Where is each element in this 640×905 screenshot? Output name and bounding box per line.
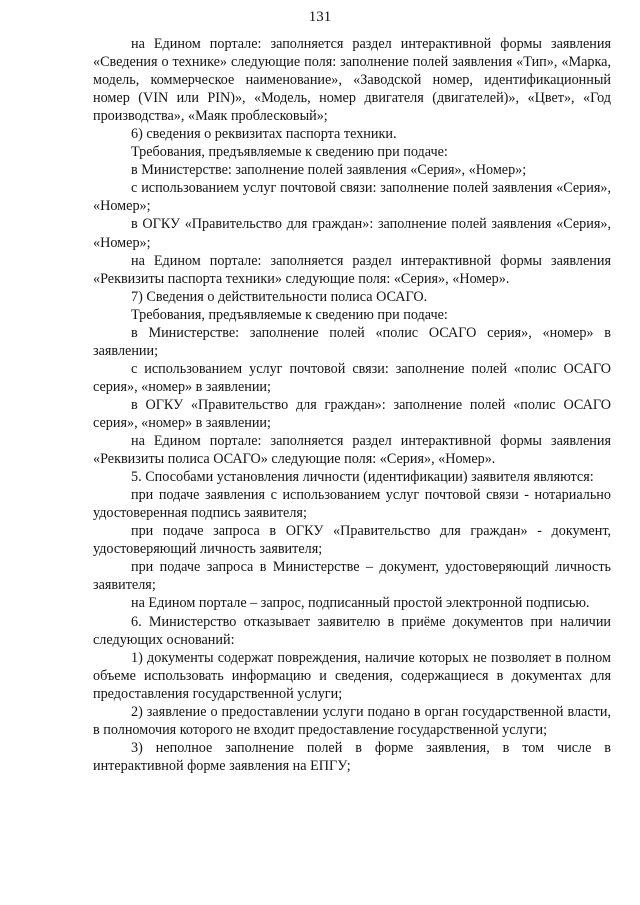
paragraph: 1) документы содержат повреждения, наличие которых не позволяет в полном объеме использовать информацию и сведения, содержащиеся в документах для предоставления государственной услуги; bbox=[93, 649, 611, 702]
paragraph: 3) неполное заполнение полей в форме заявления, в том числе в интерактивной форме заявления на ЕПГУ; bbox=[93, 739, 611, 774]
paragraph: на Едином портале: заполняется раздел интерактивной формы заявления «Реквизиты полиса ОСАГО» следующие поля: «Серия», «Номер». bbox=[93, 433, 611, 468]
paragraph: при подаче запроса в ОГКУ «Правительство для граждан» - документ, удостоверяющий личность заявителя; bbox=[93, 523, 611, 558]
paragraph: на Едином портале: заполняется раздел интерактивной формы заявления «Сведения о технике» следующие поля: заполнение полей заявления «Тип», «Марка, модель, коммерческое наименование», «Заводской номер, идентификационный номер (VIN или PIN)», «Модель, номер двигателя (двигателей)», «Цвет», «Год производства», «Маяк проблесковый»; bbox=[93, 36, 611, 125]
paragraph: на Едином портале – запрос, подписанный простой электронной подписью. bbox=[131, 595, 590, 612]
paragraph: в ОГКУ «Правительство для граждан»: заполнение полей «полис ОСАГО серия», «номер» в заявлении; bbox=[93, 396, 611, 431]
paragraph: 5. Способами установления личности (идентификации) заявителя являются: bbox=[131, 469, 594, 486]
paragraph: с использованием услуг почтовой связи: заполнение полей «полис ОСАГО серия», «номер» в заявлении; bbox=[93, 360, 611, 395]
paragraph: с использованием услуг почтовой связи: заполнение полей заявления «Серия», «Номер»; bbox=[93, 180, 611, 215]
paragraph: 2) заявление о предоставлении услуги подано в орган государственной власти, в полномочия которого не входит предоставление государственной услуги; bbox=[93, 703, 611, 738]
paragraph: Требования, предъявляемые к сведению при подаче: bbox=[131, 306, 448, 323]
paragraph: при подаче заявления с использованием услуг почтовой связи - нотариально удостоверенная подпись заявителя; bbox=[93, 487, 611, 522]
paragraph: при подаче запроса в Министерстве – документ, удостоверяющий личность заявителя; bbox=[93, 559, 611, 594]
page-number: 131 bbox=[308, 9, 332, 25]
paragraph: в Министерстве: заполнение полей «полис ОСАГО серия», «номер» в заявлении; bbox=[93, 324, 611, 359]
paragraph: в ОГКУ «Правительство для граждан»: заполнение полей заявления «Серия», «Номер»; bbox=[93, 216, 611, 251]
paragraph: Требования, предъявляемые к сведению при подаче: bbox=[131, 144, 448, 161]
paragraph: 6. Министерство отказывает заявителю в приёме документов при наличии следующих оснований: bbox=[93, 613, 611, 648]
paragraph: в Министерстве: заполнение полей заявления «Серия», «Номер»; bbox=[131, 162, 527, 179]
paragraph: 6) сведения о реквизитах паспорта техники. bbox=[131, 126, 397, 143]
document-body bbox=[93, 35, 611, 775]
paragraph: 7) Сведения о действительности полиса ОСАГО. bbox=[131, 288, 428, 305]
paragraph: на Едином портале: заполняется раздел интерактивной формы заявления «Реквизиты паспорта техники» следующие поля: «Серия», «Номер». bbox=[93, 252, 611, 287]
